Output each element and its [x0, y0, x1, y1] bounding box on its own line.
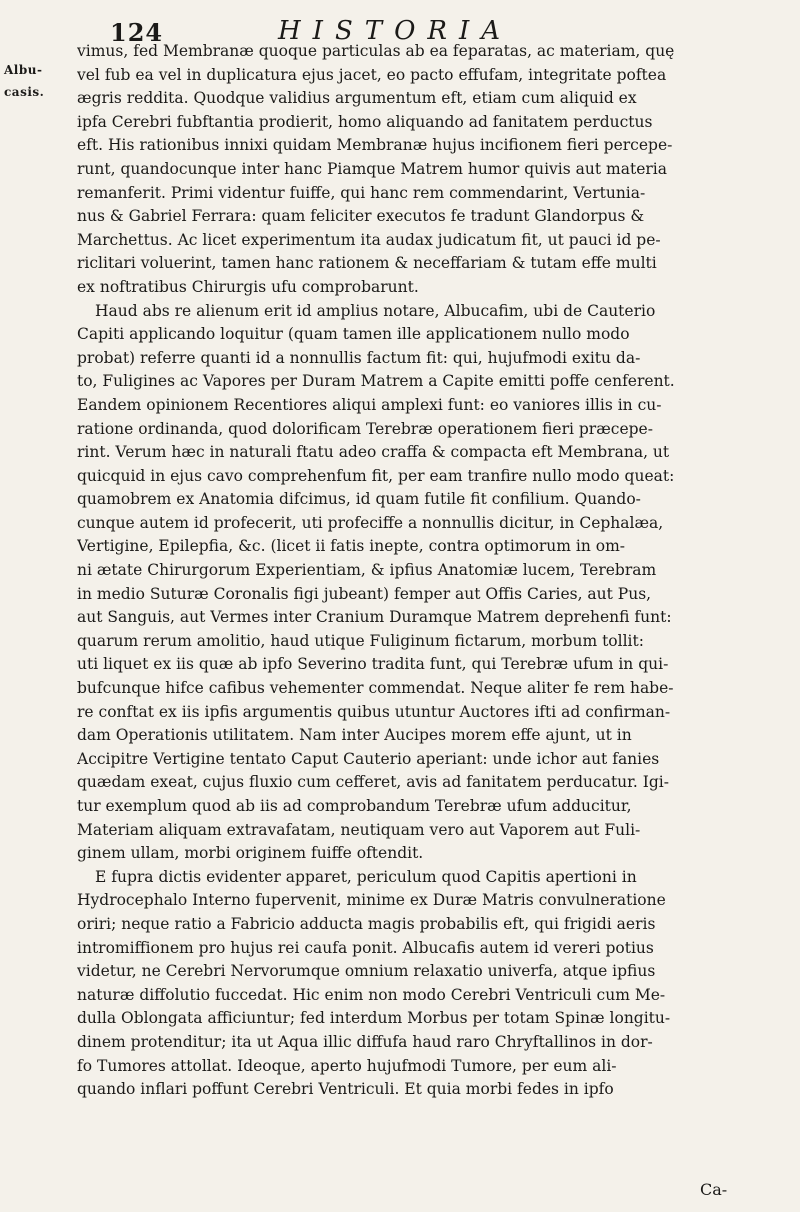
running-head: HISTORIA — [278, 16, 513, 46]
margin-note-line: casis. — [4, 85, 45, 99]
text-line: Eandem opinionem Recentiores aliqui amplexi funt: eo vaniores illis in cu- — [77, 395, 662, 414]
text-line: intromiffionem pro hujus rei caufa ponit. Albucafis autem id vereri potius — [77, 938, 654, 957]
text-line: ratione ordinanda, quod dolorificam Terebræ operationem fieri præcepe- — [77, 419, 653, 438]
text-line: dinem protenditur; ita ut Aqua illic diffufa haud raro Chryftallinos in dor- — [77, 1032, 653, 1051]
text-line: rint. Verum hæc in naturali ftatu adeo craffa & compacta eft Membrana, ut — [77, 443, 670, 462]
text-line: quando inflari poffunt Cerebri Ventriculi. Et quia morbi fedes in ipfo — [77, 1080, 614, 1099]
text-line: dam Operationis utilitatem. Nam inter Aucipes morem effe ajunt, ut in — [77, 726, 632, 745]
text-line: ex noftratibus Chirurgis ufu comprobarunt. — [77, 277, 419, 296]
text-line: dulla Oblongata afficiuntur; fed interdum Morbus per totam Spinæ longitu- — [77, 1009, 671, 1028]
text-line: quarum rerum amolitio, haud utique Fuliginum fictarum, morbum tollit: — [77, 631, 644, 650]
text-line: ginem ullam, morbi originem fuiffe oftendit. — [77, 844, 424, 863]
text-line: naturæ diffolutio fuccedat. Hic enim non modo Cerebri Ventriculi cum Me- — [77, 985, 666, 1004]
text-line: nus & Gabriel Ferrara: quam feliciter executos fe tradunt Glandorpus & — [77, 207, 645, 226]
text-line: Capiti applicando loquitur (quam tamen ille applicationem nullo modo — [77, 325, 630, 344]
text-line: fo Tumores attollat. Ideoque, aperto hujufmodi Tumore, per eum ali- — [77, 1056, 617, 1075]
text-line: in medio Suturæ Coronalis figi jubeant) femper aut Offis Caries, aut Pus, — [77, 584, 652, 603]
text-line: runt, quandocunque inter hanc Piamque Matrem humor quivis aut materia — [77, 159, 667, 178]
page-number: 124 — [110, 18, 164, 47]
text-line: ægris reddita. Quodque validius argumentum eft, etiam cum aliquid ex — [77, 89, 637, 108]
text-line: probat) referre quanti id a nonnullis factum fit: qui, hujufmodi exitu da- — [77, 348, 641, 367]
text-line: uti liquet ex iis quæ ab ipfo Severino tradita funt, qui Terebræ ufum in qui- — [77, 655, 669, 674]
text-line: Accipitre Vertigine tentato Caput Cauterio aperiant: unde ichor aut fanies — [77, 749, 660, 768]
text-line: aut Sanguis, aut Vermes inter Cranium Duramque Matrem deprehenfi funt: — [77, 608, 672, 627]
margin-note-line: Albu- — [4, 63, 43, 77]
text-line: Marchettus. Ac licet experimentum ita audax judicatum fit, ut pauci id pe- — [77, 230, 661, 249]
text-line: eft. His rationibus innixi quidam Membranæ hujus incifionem fieri percepe- — [77, 136, 673, 155]
paragraph-start: Haud abs re alienum erit id amplius notare, Albucafim, ubi de Cauterio — [95, 301, 656, 320]
text-line: re conftat ex iis ipfis argumentis quibus utuntur Auctores ifti ad confirman- — [77, 702, 671, 721]
text-line: quicquid in ejus cavo comprehenfum fit, per eam tranfire nullo modo queat: — [77, 466, 675, 485]
text-line: bufcunque hifce cafibus vehementer commendat. Neque aliter fe rem habe- — [77, 679, 674, 698]
margin-note — [4, 59, 60, 103]
text-line: to, Fuligines ac Vapores per Duram Matrem a Capite emitti poffe cenferent. — [77, 372, 675, 391]
text-line: quamobrem ex Anatomia difcimus, id quam futile fit confilium. Quando- — [77, 490, 641, 509]
catchword: Ca- — [700, 1180, 728, 1199]
text-line: quædam exeat, cujus fluxio cum cefferet, avis ad fanitatem perducatur. Igi- — [77, 773, 669, 792]
text-line: ipfa Cerebri fubftantia prodierit, homo aliquando ad fanitatem perductus — [77, 112, 653, 131]
text-line: oriri; neque ratio a Fabricio adducta magis probabilis eft, qui frigidi aeris — [77, 914, 656, 933]
text-line: videtur, ne Cerebri Nervorumque omnium relaxatio univerfa, atque ipfius — [77, 962, 656, 981]
text-line: Hydrocephalo Interno fupervenit, minime ex Duræ Matris convulneratione — [77, 891, 666, 910]
text-line: Vertigine, Epilepfia, &c. (licet ii fatis inepte, contra optimorum in om- — [77, 537, 626, 556]
text-line: riclitari voluerint, tamen hanc rationem & neceffariam & tutam effe multi — [77, 254, 657, 273]
text-line: tur exemplum quod ab iis ad comprobandum Terebræ ufum adducitur, — [77, 797, 632, 815]
text-line: vimus, fed Membranæ quoque particulas ab ea feparatas, ac materiam, quę — [77, 42, 675, 60]
text-line: vel fub ea vel in duplicatura ejus jacet, eo pacto effufam, integritate poftea — [77, 65, 667, 84]
text-line: ni ætate Chirurgorum Experientiam, & ipfius Anatomiæ lucem, Terebram — [77, 561, 657, 580]
text-line: cunque autem id profecerit, uti profeciffe a nonnullis dicitur, in Cephalæa, — [77, 513, 664, 532]
body-text — [77, 40, 771, 1102]
text-line: Materiam aliquam extravafatam, neutiquam vero aut Vaporem aut Fuli- — [77, 820, 641, 839]
paragraph-start: E fupra dictis evidenter apparet, periculum quod Capitis apertioni in — [95, 867, 637, 886]
text-line: remanferit. Primi videntur fuiffe, qui hanc rem commendarint, Vertunia- — [77, 183, 646, 202]
